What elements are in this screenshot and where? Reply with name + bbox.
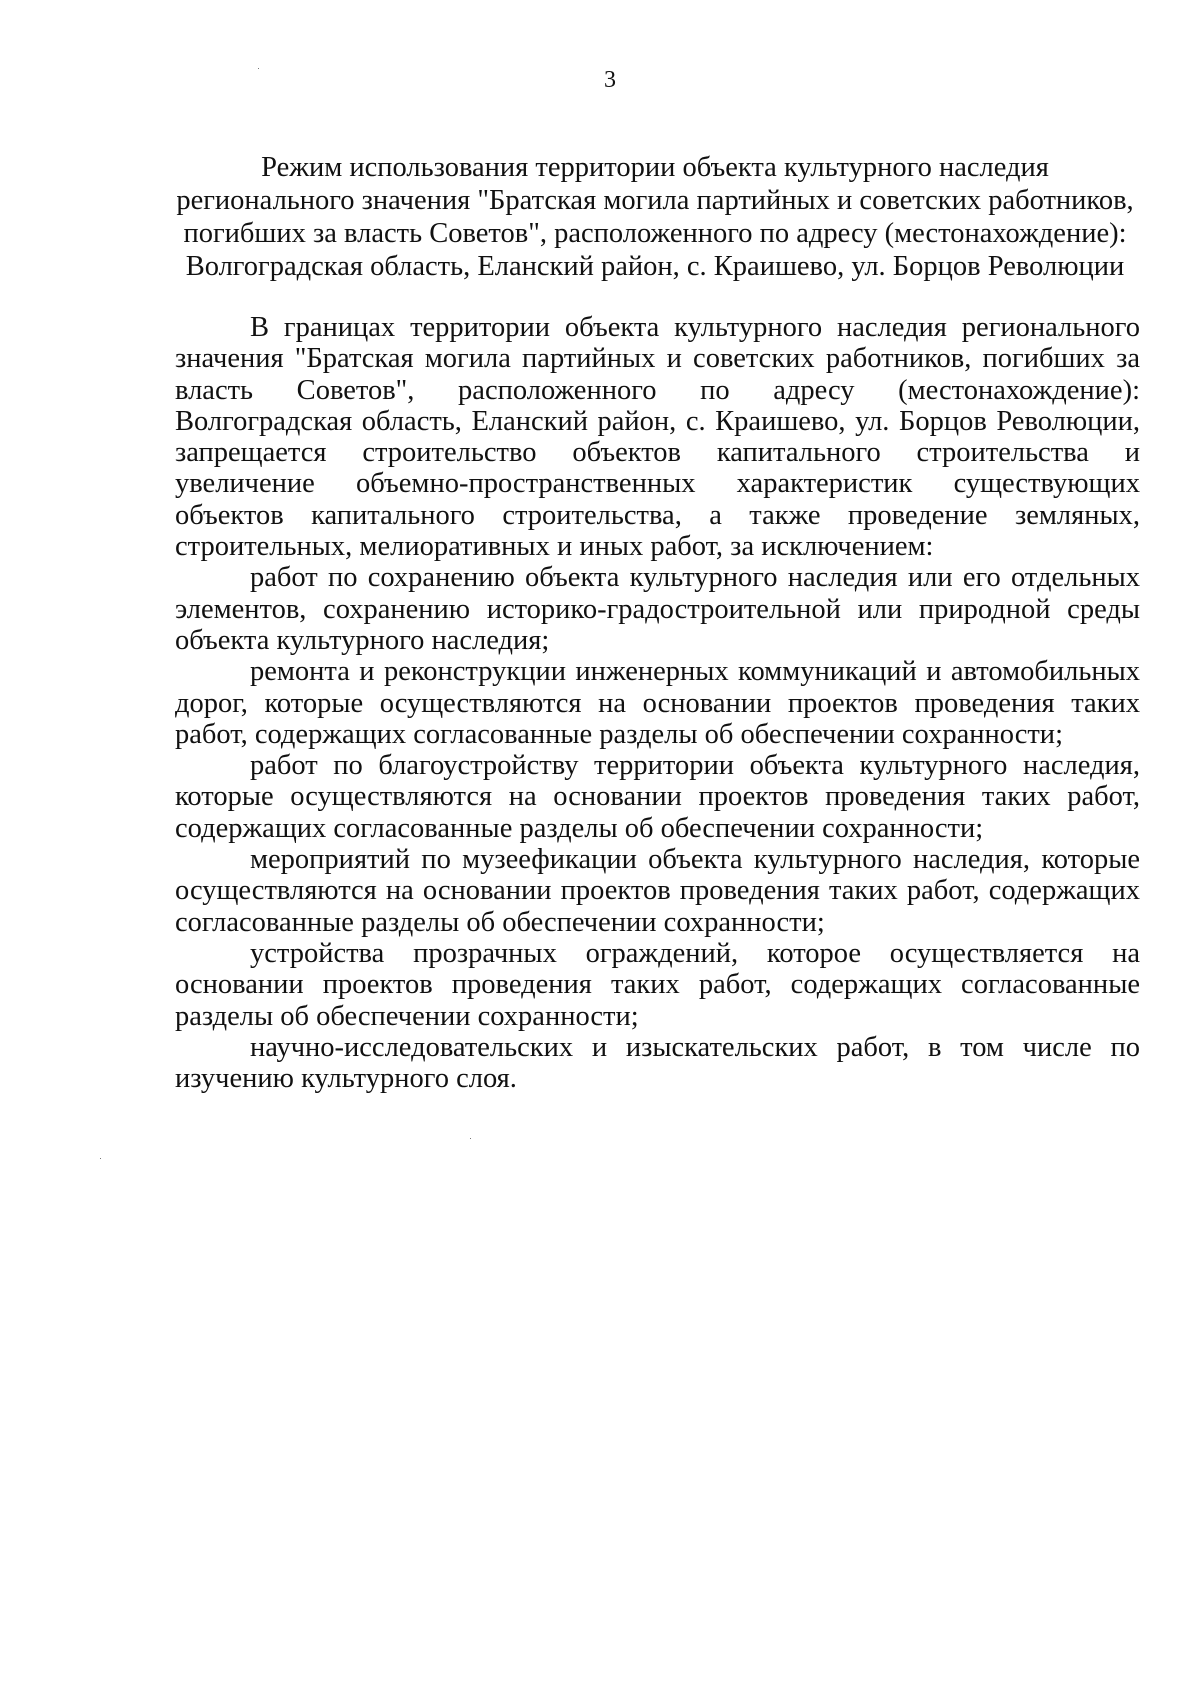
paragraph-exception: работ по благоустройству территории объекта культурного наследия, которые осуществляются на основании проектов проведения таких работ, содержащих согласованные разделы об обеспечении сохранности; bbox=[175, 750, 1140, 844]
title-line: Волгоградская область, Еланский район, с. Краишево, ул. Борцов Революции bbox=[185, 251, 1125, 282]
title-line: погибших за власть Советов", расположенного по адресу (местонахождение): bbox=[183, 218, 1127, 249]
document-body bbox=[175, 312, 1140, 1094]
document-title bbox=[175, 151, 1135, 283]
scan-speck bbox=[258, 68, 259, 69]
paragraph-exception: мероприятий по музеефикации объекта культурного наследия, которые осуществляются на основании проектов проведения таких работ, содержащих согласованные разделы об обеспечении сохранности; bbox=[175, 844, 1140, 938]
title-line: Режим использования территории объекта культурного наследия bbox=[261, 152, 1049, 183]
paragraph-exception: работ по сохранению объекта культурного наследия или его отдельных элементов, сохранению историко-градостроительной или природной среды объекта культурного наследия; bbox=[175, 562, 1140, 656]
scan-speck bbox=[470, 1138, 471, 1139]
paragraph-exception: ремонта и реконструкции инженерных коммуникаций и автомобильных дорог, которые осуществляются на основании проектов проведения таких работ, содержащих согласованные разделы об обеспечении сохранности; bbox=[175, 656, 1140, 750]
paragraph-exception: устройства прозрачных ограждений, которое осуществляется на основании проектов проведения таких работ, содержащих согласованные разделы об обеспечении сохранности; bbox=[175, 937, 1140, 1032]
page-number: 3 bbox=[604, 67, 616, 93]
scan-speck bbox=[100, 1158, 101, 1159]
paragraph-intro: В границах территории объекта культурного наследия регионального значения "Братская могила партийных и советских работников, погибших за власть Советов", расположенного по адресу (местонахождение): Волгоградская область, Еланский район, с. Краишево, ул. Борцов Революции, запрещается строительство объектов капитального строительства и увеличение объемно-пространственных характеристик существующих объектов капитального строительства, а также проведение земляных, строительных, мелиоративных и иных работ, за исключением: bbox=[175, 312, 1140, 563]
paragraph-exception: научно-исследовательских и изыскательских работ, в том числе по изучению культурного слоя. bbox=[175, 1031, 1140, 1095]
title-line: регионального значения "Братская могила партийных и советских работников, bbox=[176, 185, 1134, 216]
